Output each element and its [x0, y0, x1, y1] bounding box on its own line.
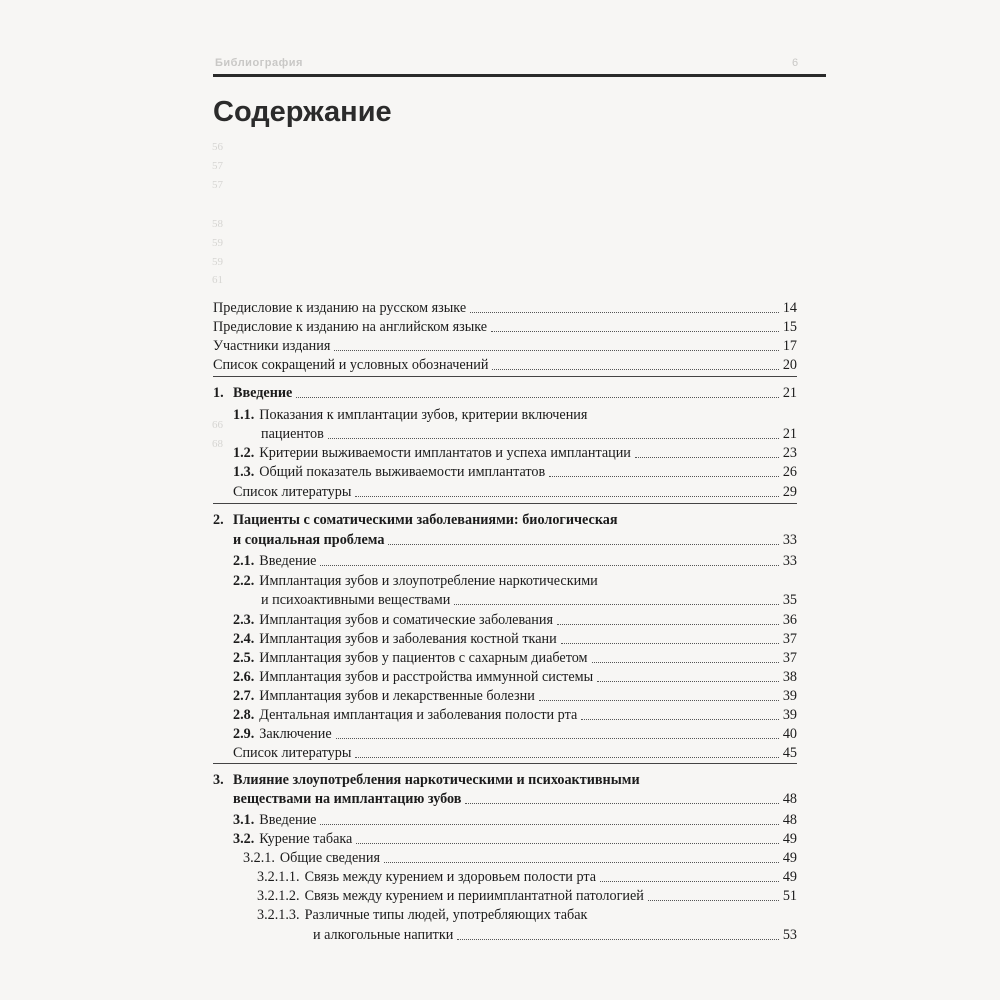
toc-entry-title: Заключение	[259, 726, 332, 742]
toc-entry-label	[233, 706, 577, 725]
toc-entry-label	[257, 868, 596, 887]
toc-entry[interactable]	[213, 406, 797, 425]
dot-leader	[561, 643, 779, 644]
toc-entry-number: 2.1.	[233, 553, 255, 569]
page-title: Содержание	[213, 96, 392, 128]
dot-leader	[491, 331, 779, 332]
toc-entry-page: 49	[782, 869, 797, 885]
ghost-number: 66	[212, 419, 223, 431]
toc-entry-number: 3.2.	[233, 831, 255, 847]
toc-entry-title: Различные типы людей, употребляющих табак	[304, 907, 588, 923]
toc-entry-label	[233, 630, 557, 649]
toc-entry-page: 36	[782, 612, 797, 628]
toc-entry-page: 45	[782, 745, 797, 761]
toc-entry-title: и социальная проблема	[233, 532, 385, 548]
toc-entry-label	[257, 887, 644, 906]
toc-entry-number: 1.3.	[233, 464, 255, 480]
toc-entry-title: и алкогольные напитки	[313, 927, 454, 943]
toc-entry[interactable]	[213, 706, 797, 725]
dot-leader	[648, 900, 779, 901]
toc-entry-label	[257, 906, 587, 925]
toc-entry[interactable]	[213, 552, 797, 571]
toc-entry-page: 23	[782, 445, 797, 461]
dot-leader	[457, 939, 778, 940]
dot-leader	[454, 604, 778, 605]
toc-entry-page: 33	[782, 553, 797, 569]
toc-entry-label	[233, 463, 545, 482]
toc-entry-title: Список литературы	[233, 484, 352, 500]
toc-entry-title: Дентальная имплантация и заболевания полости рта	[259, 707, 578, 723]
toc-entry-label	[261, 591, 450, 610]
toc-entry-title: Курение табака	[259, 831, 353, 847]
toc-entry-title: Предисловие к изданию на английском языке	[213, 319, 488, 335]
toc-entry-number: 1.	[213, 385, 224, 401]
toc-entry-label	[233, 483, 351, 502]
toc-entry-label	[233, 811, 316, 830]
toc-entry-label	[233, 744, 351, 763]
toc-entry[interactable]	[213, 771, 797, 790]
toc-entry[interactable]	[213, 630, 797, 649]
dot-leader	[597, 681, 779, 682]
toc-entry-number: 1.1.	[233, 407, 255, 423]
dot-leader	[336, 738, 779, 739]
toc-entry-number: 2.8.	[233, 707, 255, 723]
toc-entry-title: Имплантация зубов и злоупотребление наркотическими	[259, 573, 598, 589]
toc-entry-number: 2.2.	[233, 573, 255, 589]
toc-entry-title: пациентов	[261, 426, 324, 442]
toc-entry-label	[233, 649, 588, 668]
ghost-number: 57	[212, 160, 223, 172]
toc-entry[interactable]	[213, 790, 797, 809]
dot-leader	[328, 438, 779, 439]
toc-entry[interactable]	[213, 483, 797, 502]
toc-entry-title: Критерии выживаемости имплантатов и успеха имплантации	[259, 445, 631, 461]
toc-entry-title: Список литературы	[233, 745, 352, 761]
toc-entry-title: Имплантация зубов и соматические заболевания	[259, 612, 553, 628]
toc-entry-label	[213, 356, 488, 375]
toc-entry-number: 2.3.	[233, 612, 255, 628]
toc-entry-title: Общие сведения	[279, 850, 380, 866]
dot-leader	[384, 862, 779, 863]
toc-entry-page: 15	[782, 319, 797, 335]
toc-entry-number: 3.2.1.3.	[257, 907, 300, 923]
toc-entry-page: 40	[782, 726, 797, 742]
toc-entry[interactable]	[213, 425, 797, 444]
toc-entry-label	[243, 849, 380, 868]
dot-leader	[465, 803, 778, 804]
toc-entry-label	[233, 531, 384, 550]
dot-leader	[320, 565, 778, 566]
dot-leader	[581, 719, 779, 720]
toc-entry-page: 49	[782, 831, 797, 847]
dot-leader	[539, 700, 779, 701]
toc-entry-label	[213, 337, 330, 356]
toc-entry-title: Пациенты с соматическими заболеваниями: биологическая	[233, 512, 618, 528]
dot-leader	[388, 544, 778, 545]
toc-entry-number: 3.2.1.	[243, 850, 275, 866]
dot-leader	[557, 624, 779, 625]
toc-entry[interactable]	[213, 811, 797, 830]
running-title: Библиография	[215, 57, 303, 69]
toc-entry-page: 33	[782, 532, 797, 548]
toc-entry[interactable]	[213, 572, 797, 591]
toc-entry-page: 39	[782, 707, 797, 723]
toc-entry-title: Введение	[233, 385, 293, 401]
toc-entry-label	[233, 830, 352, 849]
toc-entry-page: 26	[782, 464, 797, 480]
toc-entry-label	[261, 425, 324, 444]
dot-leader	[355, 496, 778, 497]
dot-leader	[635, 457, 779, 458]
toc-entry-page: 20	[782, 357, 797, 373]
toc-entry-page: 48	[782, 812, 797, 828]
toc-entry-title: Имплантация зубов у пациентов с сахарным диабетом	[259, 650, 588, 666]
toc-entry-page: 39	[782, 688, 797, 704]
toc-entry-page: 35	[782, 592, 797, 608]
ghost-number: 58	[212, 218, 223, 230]
toc-entry[interactable]	[213, 511, 797, 530]
toc-entry-page: 38	[782, 669, 797, 685]
toc-entry[interactable]	[213, 868, 797, 887]
toc-entry[interactable]	[213, 611, 797, 630]
toc-entry[interactable]	[213, 463, 797, 482]
toc-entry-page: 48	[782, 791, 797, 807]
section-divider	[213, 503, 797, 504]
toc-entry-number: 2.9.	[233, 726, 255, 742]
toc-entry[interactable]	[213, 830, 797, 849]
section-divider	[213, 376, 797, 377]
toc-entry-label	[313, 926, 453, 945]
toc-entry-label	[233, 572, 598, 591]
ghost-number: 68	[212, 438, 223, 450]
toc-entry-label	[233, 406, 587, 425]
toc-entry-number: 2.6.	[233, 669, 255, 685]
toc-entry-page: 53	[782, 927, 797, 943]
toc-entry-title: Список сокращений и условных обозначений	[213, 357, 489, 373]
toc-entry[interactable]	[213, 531, 797, 550]
toc-entry-title: Связь между курением и периимплантатной патологией	[304, 888, 644, 904]
toc-entry-title: Показания к имплантации зубов, критерии включения	[259, 407, 588, 423]
toc-entry[interactable]	[213, 887, 797, 906]
toc-entry-title: Общий показатель выживаемости имплантатов	[259, 464, 546, 480]
toc-entry-label	[233, 687, 535, 706]
toc-entry-title: Имплантация зубов и лекарственные болезни	[259, 688, 535, 704]
toc-entry-number: 1.2.	[233, 445, 255, 461]
toc-entry-page: 37	[782, 631, 797, 647]
toc-entry[interactable]	[213, 744, 797, 763]
toc-entry-label	[213, 384, 292, 403]
toc-entry-title: Участники издания	[213, 338, 331, 354]
toc-entry[interactable]	[213, 849, 797, 868]
toc-entry-title: Связь между курением и здоровьем полости рта	[304, 869, 597, 885]
toc-entry-title: Имплантация зубов и расстройства иммунной системы	[259, 669, 594, 685]
header-rule	[213, 74, 826, 77]
toc-entry[interactable]	[213, 591, 797, 610]
toc-entry-title: веществами на имплантацию зубов	[233, 791, 462, 807]
toc-entry-label	[233, 790, 461, 809]
toc-entry-label	[233, 552, 316, 571]
toc-entry-number: 3.1.	[233, 812, 255, 828]
toc-entry-label	[233, 444, 631, 463]
dot-leader	[355, 757, 778, 758]
toc-entry[interactable]	[213, 926, 797, 945]
toc-entry-number: 2.7.	[233, 688, 255, 704]
ghost-number: 57	[212, 179, 223, 191]
ghost-number: 56	[212, 141, 223, 153]
dot-leader	[492, 369, 778, 370]
toc-entry[interactable]	[213, 649, 797, 668]
toc-entry-title: Введение	[259, 553, 317, 569]
dot-leader	[549, 476, 779, 477]
toc-entry[interactable]	[213, 356, 797, 375]
ghost-number: 59	[212, 256, 223, 268]
toc-entry-label	[233, 611, 553, 630]
dot-leader	[470, 312, 779, 313]
toc-entry-number: 3.2.1.2.	[257, 888, 300, 904]
dot-leader	[600, 881, 779, 882]
dot-leader	[296, 397, 778, 398]
dot-leader	[334, 350, 778, 351]
toc-entry-page: 29	[782, 484, 797, 500]
toc-entry-page: 21	[782, 426, 797, 442]
toc-entry-title: и психоактивными веществами	[261, 592, 451, 608]
toc-entry-page: 37	[782, 650, 797, 666]
toc-entry-label	[233, 725, 332, 744]
dot-leader	[356, 843, 778, 844]
toc-entry[interactable]	[213, 687, 797, 706]
toc-entry-page: 14	[782, 300, 797, 316]
section-divider	[213, 763, 797, 764]
toc-entry-title: Введение	[259, 812, 317, 828]
toc-entry-page: 21	[782, 385, 797, 401]
toc-entry-label	[213, 318, 487, 337]
toc-entry-number: 2.4.	[233, 631, 255, 647]
toc-entry[interactable]	[213, 906, 797, 925]
toc-entry-title: Имплантация зубов и заболевания костной ткани	[259, 631, 557, 647]
toc-entry-page: 17	[782, 338, 797, 354]
toc-entry-label	[213, 299, 466, 318]
toc-entry-label	[213, 511, 618, 530]
dot-leader	[320, 824, 778, 825]
toc-entry-label	[213, 771, 640, 790]
toc-entry-label	[233, 668, 593, 687]
ghost-number: 61	[212, 274, 223, 286]
ghost-number: 59	[212, 237, 223, 249]
toc-entry[interactable]	[213, 668, 797, 687]
toc-entry-number: 3.2.1.1.	[257, 869, 300, 885]
dot-leader	[592, 662, 779, 663]
toc-entry-page: 51	[782, 888, 797, 904]
header-page-number: 6	[792, 57, 799, 69]
toc-entry-number: 2.5.	[233, 650, 255, 666]
toc-entry[interactable]	[213, 337, 797, 356]
toc-entry-title: Предисловие к изданию на русском языке	[213, 300, 467, 316]
toc-entry[interactable]	[213, 384, 797, 403]
toc-entry-number: 3.	[213, 772, 224, 788]
toc-entry-page: 49	[782, 850, 797, 866]
toc-entry[interactable]	[213, 444, 797, 463]
toc-entry[interactable]	[213, 299, 797, 318]
toc-entry-number: 2.	[213, 512, 224, 528]
toc-entry-title: Влияние злоупотребления наркотическими и психоактивными	[233, 772, 640, 788]
toc-entry[interactable]	[213, 725, 797, 744]
toc-entry[interactable]	[213, 318, 797, 337]
